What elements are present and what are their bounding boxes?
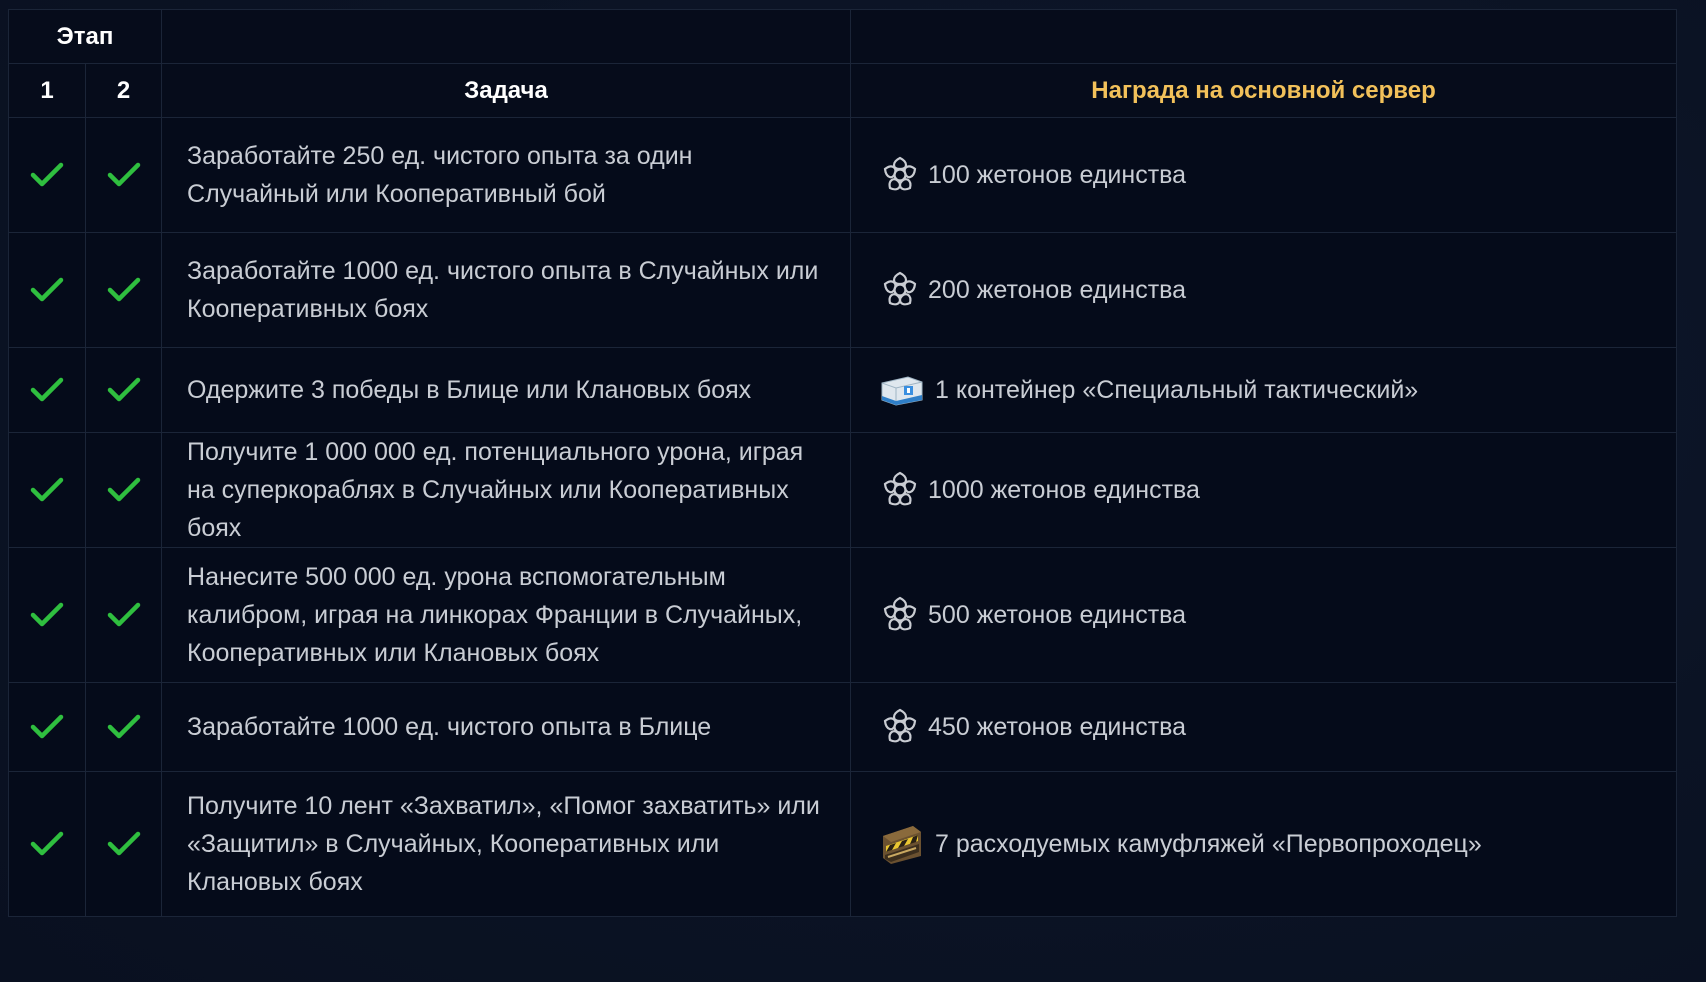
stage-2-header: 2 [86,64,162,118]
header-row-stage [9,10,1677,64]
stage-1-status [9,548,86,683]
table-row [9,118,1677,233]
checkmark-icon [86,162,161,188]
checkmark-icon [9,602,85,628]
checkmark-icon [9,831,85,857]
task-cell: Заработайте 1000 ед. чистого опыта в Случайных или Кооперативных боях [162,233,851,348]
reward-text: 1000 жетонов единства [928,475,1200,504]
table-row [9,433,1677,548]
stage-2-status [86,348,162,433]
checkmark-icon [9,377,85,403]
quest-table [8,9,1677,917]
checkmark-icon [9,477,85,503]
stage-2-status [86,233,162,348]
reward-text: 200 жетонов единства [928,275,1187,304]
task-cell: Заработайте 1000 ед. чистого опыта в Блице [162,683,851,772]
stage-1-status [9,118,86,233]
stage-header: Этап [9,10,162,64]
checkmark-icon [86,714,161,740]
table-row [9,772,1677,917]
checkmark-icon [86,277,161,303]
camouflage-icon [878,822,926,866]
reward-cell [851,348,1677,433]
checkmark-icon [86,477,161,503]
reward-cell [851,433,1677,548]
task-cell: Нанесите 500 000 ед. урона вспомогательным калибром, играя на линкорах Франции в Случайных, Кооперативных или Клановых боях [162,548,851,683]
reward-text: 1 контейнер «Специальный тактический» [935,375,1419,404]
quest-table-body [9,118,1677,917]
reward-cell [851,118,1677,233]
stage-1-status [9,683,86,772]
reward-cell [851,233,1677,348]
checkmark-icon [86,831,161,857]
checkmark-icon [9,277,85,303]
stage-2-status [86,772,162,917]
stage-2-status [86,548,162,683]
empty-header-cell [162,10,851,64]
stage-2-status [86,433,162,548]
stage-2-status [86,118,162,233]
reward-text: 450 жетонов единства [928,712,1187,741]
unity-token-icon [878,468,922,512]
unity-token-icon [878,268,922,312]
header-row-columns [9,64,1677,118]
stage-1-status [9,348,86,433]
unity-token-icon [878,153,922,197]
unity-token-icon [878,593,922,637]
reward-cell [851,683,1677,772]
stage-1-status [9,233,86,348]
checkmark-icon [9,162,85,188]
stage-1-status [9,433,86,548]
reward-cell [851,548,1677,683]
reward-cell [851,772,1677,917]
task-cell: Заработайте 250 ед. чистого опыта за один Случайный или Кооперативный бой [162,118,851,233]
stage-2-status [86,683,162,772]
container-icon [878,368,926,412]
stage-1-status [9,772,86,917]
checkmark-icon [86,602,161,628]
unity-token-icon [878,705,922,749]
reward-text: 7 расходуемых камуфляжей «Первопроходец» [935,829,1482,858]
table-row [9,683,1677,772]
empty-header-cell [851,10,1677,64]
reward-text: 100 жетонов единства [928,160,1187,189]
stage-1-header: 1 [9,64,86,118]
task-cell: Получите 1 000 000 ед. потенциального урона, играя на суперкораблях в Случайных или Кооперативных боях [162,433,851,548]
table-row [9,348,1677,433]
table-row [9,233,1677,348]
task-cell: Получите 10 лент «Захватил», «Помог захватить» или «Защитил» в Случайных, Кооперативных или Клановых боях [162,772,851,917]
checkmark-icon [86,377,161,403]
checkmark-icon [9,714,85,740]
task-header: Задача [162,64,851,118]
reward-text: 500 жетонов единства [928,600,1187,629]
table-row [9,548,1677,683]
reward-header: Награда на основной сервер [851,64,1677,118]
task-cell: Одержите 3 победы в Блице или Клановых боях [162,348,851,433]
